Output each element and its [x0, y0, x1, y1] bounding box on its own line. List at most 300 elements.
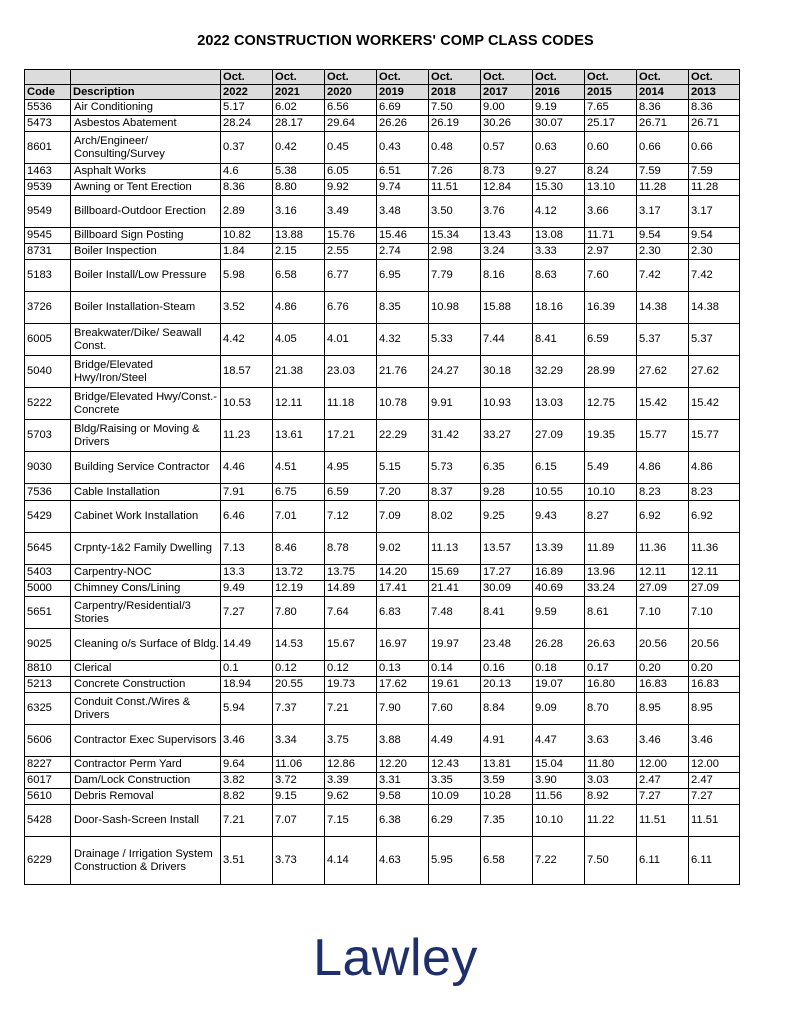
class-description: Arch/Engineer/ Consulting/Survey [71, 132, 221, 164]
class-code: 8810 [25, 661, 71, 677]
rate-cell: 2.97 [585, 244, 637, 260]
rate-cell: 4.86 [637, 452, 689, 484]
rate-cell: 3.52 [221, 292, 273, 324]
rate-cell: 23.03 [325, 356, 377, 388]
rate-cell: 9.92 [325, 180, 377, 196]
class-code: 5651 [25, 597, 71, 629]
rate-cell: 4.49 [429, 725, 481, 757]
table-row [25, 452, 740, 484]
rate-cell: 3.66 [585, 196, 637, 228]
rate-cell: 19.61 [429, 677, 481, 693]
rate-cell: 7.50 [429, 100, 481, 116]
table-row [25, 581, 740, 597]
rate-cell: 3.63 [585, 725, 637, 757]
header-year: 2014 [637, 85, 689, 100]
rate-cell: 11.22 [585, 805, 637, 837]
class-code: 5403 [25, 565, 71, 581]
rate-cell: 7.12 [325, 501, 377, 533]
rate-cell: 13.81 [481, 757, 533, 773]
rate-cell: 13.43 [481, 228, 533, 244]
rate-cell: 15.77 [637, 420, 689, 452]
rate-cell: 16.80 [585, 677, 637, 693]
rate-cell: 7.80 [273, 597, 325, 629]
header-month: Oct. [325, 70, 377, 85]
rate-cell: 3.48 [377, 196, 429, 228]
rate-cell: 17.41 [377, 581, 429, 597]
rate-cell: 3.24 [481, 244, 533, 260]
rate-cell: 8.63 [533, 260, 585, 292]
table-row [25, 677, 740, 693]
class-description: Drainage / Irrigation System Construction & Drivers [71, 837, 221, 885]
rate-cell: 12.75 [585, 388, 637, 420]
rate-cell: 0.63 [533, 132, 585, 164]
table-row [25, 629, 740, 661]
class-code: 8731 [25, 244, 71, 260]
rate-cell: 5.94 [221, 693, 273, 725]
rate-cell: 13.88 [273, 228, 325, 244]
rate-cell: 17.21 [325, 420, 377, 452]
rate-cell: 9.15 [273, 789, 325, 805]
rate-cell: 8.84 [481, 693, 533, 725]
rate-cell: 14.89 [325, 581, 377, 597]
class-description: Billboard Sign Posting [71, 228, 221, 244]
header-description: Description [71, 85, 221, 100]
class-description: Bldg/Raising or Moving & Drivers [71, 420, 221, 452]
rate-cell: 5.73 [429, 452, 481, 484]
rate-cell: 11.89 [585, 533, 637, 565]
rate-cell: 3.16 [273, 196, 325, 228]
rate-cell: 7.10 [637, 597, 689, 629]
rate-cell: 3.51 [221, 837, 273, 885]
rate-cell: 9.09 [533, 693, 585, 725]
rate-cell: 13.08 [533, 228, 585, 244]
header-code: Code [25, 85, 71, 100]
rate-cell: 6.76 [325, 292, 377, 324]
rate-cell: 16.39 [585, 292, 637, 324]
rate-cell: 6.46 [221, 501, 273, 533]
rate-cell: 7.20 [377, 484, 429, 501]
rate-cell: 7.42 [637, 260, 689, 292]
rate-cell: 10.53 [221, 388, 273, 420]
rate-cell: 10.78 [377, 388, 429, 420]
rate-cell: 15.69 [429, 565, 481, 581]
rate-cell: 7.64 [325, 597, 377, 629]
rate-cell: 28.24 [221, 116, 273, 132]
rate-cell: 8.16 [481, 260, 533, 292]
rate-cell: 11.80 [585, 757, 637, 773]
rate-cell: 40.69 [533, 581, 585, 597]
rate-cell: 8.23 [637, 484, 689, 501]
rate-cell: 8.82 [221, 789, 273, 805]
rate-cell: 19.73 [325, 677, 377, 693]
rate-cell: 2.30 [637, 244, 689, 260]
rate-cell: 4.42 [221, 324, 273, 356]
class-description: Chimney Cons/Lining [71, 581, 221, 597]
rate-cell: 6.15 [533, 452, 585, 484]
rate-cell: 13.10 [585, 180, 637, 196]
rate-cell: 14.20 [377, 565, 429, 581]
rate-cell: 4.51 [273, 452, 325, 484]
table-row [25, 244, 740, 260]
rate-cell: 0.1 [221, 661, 273, 677]
class-description: Contractor Exec Supervisors [71, 725, 221, 757]
rate-cell: 3.17 [689, 196, 740, 228]
table-row [25, 565, 740, 581]
rate-cell: 21.38 [273, 356, 325, 388]
class-code: 1463 [25, 164, 71, 180]
header-month: Oct. [637, 70, 689, 85]
rate-cell: 5.95 [429, 837, 481, 885]
rate-cell: 2.74 [377, 244, 429, 260]
class-description: Boiler Inspection [71, 244, 221, 260]
rate-cell: 17.62 [377, 677, 429, 693]
class-description: Clerical [71, 661, 221, 677]
class-code: 5645 [25, 533, 71, 565]
rate-cell: 31.42 [429, 420, 481, 452]
rate-cell: 12.11 [689, 565, 740, 581]
class-description: Carpentry-NOC [71, 565, 221, 581]
class-code-table [24, 69, 740, 885]
rate-cell: 13.39 [533, 533, 585, 565]
rate-cell: 22.29 [377, 420, 429, 452]
rate-cell: 11.51 [689, 805, 740, 837]
rate-cell: 2.89 [221, 196, 273, 228]
rate-cell: 0.12 [273, 661, 325, 677]
rate-cell: 20.55 [273, 677, 325, 693]
rate-cell: 8.61 [585, 597, 637, 629]
class-code: 9025 [25, 629, 71, 661]
table-row [25, 196, 740, 228]
rate-cell: 2.47 [637, 773, 689, 789]
rate-cell: 3.46 [689, 725, 740, 757]
rate-cell: 4.12 [533, 196, 585, 228]
rate-cell: 7.22 [533, 837, 585, 885]
class-code: 3726 [25, 292, 71, 324]
rate-cell: 3.75 [325, 725, 377, 757]
rate-cell: 6.11 [689, 837, 740, 885]
rate-cell: 20.13 [481, 677, 533, 693]
class-description: Bridge/Elevated Hwy/Const.- Concrete [71, 388, 221, 420]
rate-cell: 9.91 [429, 388, 481, 420]
rate-cell: 0.43 [377, 132, 429, 164]
header-year: 2020 [325, 85, 377, 100]
header-year: 2019 [377, 85, 429, 100]
header-month: Oct. [689, 70, 740, 85]
rate-cell: 7.01 [273, 501, 325, 533]
rate-cell: 27.09 [533, 420, 585, 452]
class-code: 5606 [25, 725, 71, 757]
rate-cell: 8.24 [585, 164, 637, 180]
rate-cell: 11.23 [221, 420, 273, 452]
rate-cell: 30.07 [533, 116, 585, 132]
rate-cell: 2.55 [325, 244, 377, 260]
rate-cell: 7.26 [429, 164, 481, 180]
rate-cell: 6.56 [325, 100, 377, 116]
class-code: 5183 [25, 260, 71, 292]
rate-cell: 11.36 [689, 533, 740, 565]
rate-cell: 20.56 [637, 629, 689, 661]
header-month: Oct. [377, 70, 429, 85]
class-description: Conduit Const./Wires & Drivers [71, 693, 221, 725]
table-row [25, 661, 740, 677]
rate-cell: 6.38 [377, 805, 429, 837]
table-row [25, 693, 740, 725]
rate-cell: 8.23 [689, 484, 740, 501]
class-code: 5703 [25, 420, 71, 452]
rate-cell: 6.35 [481, 452, 533, 484]
rate-cell: 11.51 [637, 805, 689, 837]
rate-cell: 9.54 [637, 228, 689, 244]
rate-cell: 3.73 [273, 837, 325, 885]
table-row [25, 356, 740, 388]
class-description: Concrete Construction [71, 677, 221, 693]
rate-cell: 10.82 [221, 228, 273, 244]
table-row [25, 597, 740, 629]
rate-cell: 7.50 [585, 837, 637, 885]
table-row [25, 484, 740, 501]
header-month: Oct. [429, 70, 481, 85]
rate-cell: 11.28 [689, 180, 740, 196]
header-month: Oct. [221, 70, 273, 85]
rate-cell: 11.71 [585, 228, 637, 244]
rate-cell: 3.72 [273, 773, 325, 789]
rate-cell: 8.95 [637, 693, 689, 725]
rate-cell: 10.10 [585, 484, 637, 501]
rate-cell: 0.37 [221, 132, 273, 164]
header-month: Oct. [481, 70, 533, 85]
rate-cell: 7.35 [481, 805, 533, 837]
rate-cell: 28.99 [585, 356, 637, 388]
rate-cell: 4.46 [221, 452, 273, 484]
rate-cell: 18.57 [221, 356, 273, 388]
rate-cell: 19.07 [533, 677, 585, 693]
header-year: 2021 [273, 85, 325, 100]
rate-cell: 9.74 [377, 180, 429, 196]
rate-cell: 21.76 [377, 356, 429, 388]
header-blank-cell [71, 70, 221, 85]
rate-cell: 4.14 [325, 837, 377, 885]
rate-cell: 9.58 [377, 789, 429, 805]
rate-cell: 8.36 [689, 100, 740, 116]
rate-cell: 10.28 [481, 789, 533, 805]
rate-cell: 10.10 [533, 805, 585, 837]
rate-cell: 24.27 [429, 356, 481, 388]
class-code: 5040 [25, 356, 71, 388]
class-description: Contractor Perm Yard [71, 757, 221, 773]
rate-cell: 0.66 [689, 132, 740, 164]
rate-cell: 12.00 [637, 757, 689, 773]
rate-cell: 7.07 [273, 805, 325, 837]
rate-cell: 26.19 [429, 116, 481, 132]
rate-cell: 8.37 [429, 484, 481, 501]
rate-cell: 15.67 [325, 629, 377, 661]
class-code: 9539 [25, 180, 71, 196]
rate-cell: 3.03 [585, 773, 637, 789]
rate-cell: 7.21 [325, 693, 377, 725]
rate-cell: 9.64 [221, 757, 273, 773]
class-description: Billboard-Outdoor Erection [71, 196, 221, 228]
rate-cell: 4.95 [325, 452, 377, 484]
rate-cell: 6.59 [325, 484, 377, 501]
class-description: Boiler Installation-Steam [71, 292, 221, 324]
class-code: 5213 [25, 677, 71, 693]
class-code: 6017 [25, 773, 71, 789]
rate-cell: 0.60 [585, 132, 637, 164]
rate-cell: 2.98 [429, 244, 481, 260]
rate-cell: 11.13 [429, 533, 481, 565]
rate-cell: 4.86 [689, 452, 740, 484]
rate-cell: 15.34 [429, 228, 481, 244]
header-blank-cell [25, 70, 71, 85]
rate-cell: 0.42 [273, 132, 325, 164]
class-description: Awning or Tent Erection [71, 180, 221, 196]
rate-cell: 19.97 [429, 629, 481, 661]
rate-cell: 18.94 [221, 677, 273, 693]
rate-cell: 27.62 [689, 356, 740, 388]
class-code: 8601 [25, 132, 71, 164]
rate-cell: 3.88 [377, 725, 429, 757]
rate-cell: 2.30 [689, 244, 740, 260]
rate-cell: 8.35 [377, 292, 429, 324]
rate-cell: 7.37 [273, 693, 325, 725]
rate-cell: 3.76 [481, 196, 533, 228]
rate-cell: 10.55 [533, 484, 585, 501]
class-code: 6325 [25, 693, 71, 725]
header-year: 2016 [533, 85, 585, 100]
rate-cell: 0.20 [689, 661, 740, 677]
rate-cell: 9.00 [481, 100, 533, 116]
rate-cell: 9.19 [533, 100, 585, 116]
rate-cell: 14.38 [637, 292, 689, 324]
header-month: Oct. [585, 70, 637, 85]
rate-cell: 9.28 [481, 484, 533, 501]
class-description: Door-Sash-Screen Install [71, 805, 221, 837]
rate-cell: 16.83 [689, 677, 740, 693]
rate-cell: 11.06 [273, 757, 325, 773]
rate-cell: 4.63 [377, 837, 429, 885]
rate-cell: 8.41 [481, 597, 533, 629]
rate-cell: 9.25 [481, 501, 533, 533]
rate-cell: 11.28 [637, 180, 689, 196]
rate-cell: 10.98 [429, 292, 481, 324]
rate-cell: 13.03 [533, 388, 585, 420]
rate-cell: 27.09 [637, 581, 689, 597]
rate-cell: 5.49 [585, 452, 637, 484]
rate-cell: 27.62 [637, 356, 689, 388]
rate-cell: 16.89 [533, 565, 585, 581]
rate-cell: 0.12 [325, 661, 377, 677]
rate-cell: 6.02 [273, 100, 325, 116]
class-description: Carpentry/Residential/3 Stories [71, 597, 221, 629]
rate-cell: 8.36 [221, 180, 273, 196]
rate-cell: 8.02 [429, 501, 481, 533]
rate-cell: 7.27 [689, 789, 740, 805]
class-description: Cleaning o/s Surface of Bldg. [71, 629, 221, 661]
rate-cell: 7.65 [585, 100, 637, 116]
rate-cell: 3.31 [377, 773, 429, 789]
rate-cell: 7.09 [377, 501, 429, 533]
class-description: Debris Removal [71, 789, 221, 805]
rate-cell: 6.92 [689, 501, 740, 533]
class-code: 9549 [25, 196, 71, 228]
rate-cell: 11.36 [637, 533, 689, 565]
table-row [25, 260, 740, 292]
rate-cell: 8.27 [585, 501, 637, 533]
rate-cell: 6.92 [637, 501, 689, 533]
rate-cell: 15.46 [377, 228, 429, 244]
header-month: Oct. [533, 70, 585, 85]
rate-cell: 8.41 [533, 324, 585, 356]
rate-cell: 15.42 [689, 388, 740, 420]
class-code: 5428 [25, 805, 71, 837]
rate-cell: 9.54 [689, 228, 740, 244]
rate-cell: 6.77 [325, 260, 377, 292]
rate-cell: 8.80 [273, 180, 325, 196]
rate-cell: 11.56 [533, 789, 585, 805]
rate-cell: 3.17 [637, 196, 689, 228]
class-description: Cabinet Work Installation [71, 501, 221, 533]
rate-cell: 8.73 [481, 164, 533, 180]
rate-cell: 16.97 [377, 629, 429, 661]
rate-cell: 3.34 [273, 725, 325, 757]
class-description: Air Conditioning [71, 100, 221, 116]
rate-cell: 6.11 [637, 837, 689, 885]
rate-cell: 5.17 [221, 100, 273, 116]
rate-cell: 19.35 [585, 420, 637, 452]
rate-cell: 6.69 [377, 100, 429, 116]
table-row [25, 132, 740, 164]
header-row-month [25, 70, 740, 85]
rate-cell: 3.50 [429, 196, 481, 228]
rate-cell: 13.75 [325, 565, 377, 581]
table-row [25, 100, 740, 116]
class-code: 6005 [25, 324, 71, 356]
class-description: Asphalt Works [71, 164, 221, 180]
rate-cell: 5.98 [221, 260, 273, 292]
rate-cell: 15.30 [533, 180, 585, 196]
rate-cell: 13.57 [481, 533, 533, 565]
class-code: 9030 [25, 452, 71, 484]
class-description: Boiler Install/Low Pressure [71, 260, 221, 292]
rate-cell: 32.29 [533, 356, 585, 388]
rate-cell: 26.71 [689, 116, 740, 132]
table-row [25, 164, 740, 180]
rate-cell: 25.17 [585, 116, 637, 132]
rate-cell: 15.04 [533, 757, 585, 773]
rate-cell: 7.60 [585, 260, 637, 292]
rate-cell: 28.17 [273, 116, 325, 132]
class-code: 5429 [25, 501, 71, 533]
rate-cell: 7.10 [689, 597, 740, 629]
rate-cell: 6.58 [481, 837, 533, 885]
rate-cell: 26.28 [533, 629, 585, 661]
rate-cell: 0.17 [585, 661, 637, 677]
header-month: Oct. [273, 70, 325, 85]
rate-cell: 3.39 [325, 773, 377, 789]
rate-cell: 5.33 [429, 324, 481, 356]
table-row [25, 324, 740, 356]
rate-cell: 5.37 [689, 324, 740, 356]
rate-cell: 3.59 [481, 773, 533, 789]
class-description: Asbestos Abatement [71, 116, 221, 132]
table-row [25, 773, 740, 789]
rate-cell: 14.53 [273, 629, 325, 661]
rate-cell: 6.58 [273, 260, 325, 292]
rate-cell: 13.61 [273, 420, 325, 452]
rate-cell: 7.79 [429, 260, 481, 292]
class-description: Building Service Contractor [71, 452, 221, 484]
class-code: 5000 [25, 581, 71, 597]
